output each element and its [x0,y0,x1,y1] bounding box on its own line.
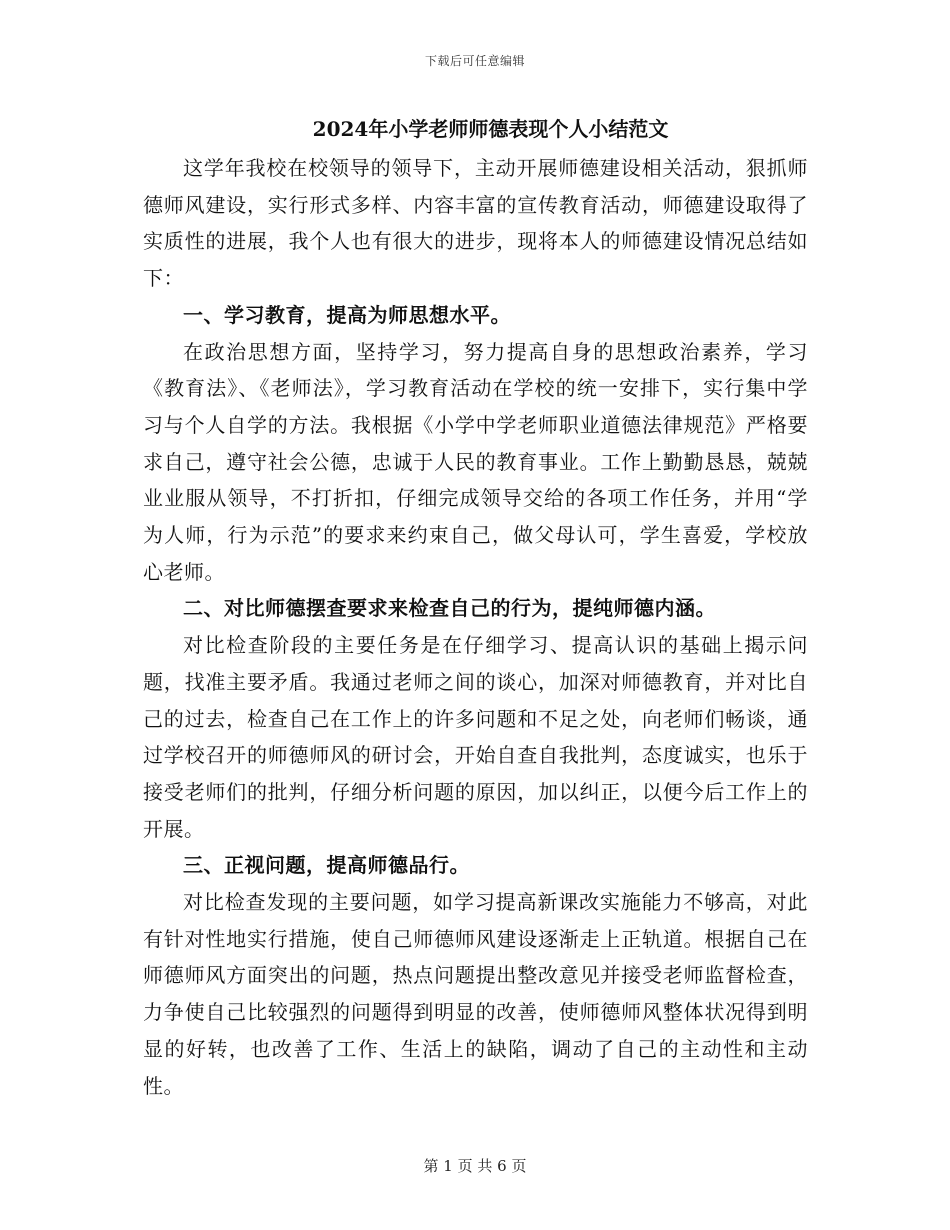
section-heading-1: 一、学习教育，提高为师思想水平。 [183,302,511,327]
document-body [143,112,808,1104]
page-number-footer: 第 1 页 共 6 页 [423,1157,527,1175]
document-title: 2024年小学老师师德表现个人小结范文 [312,117,669,141]
page-header: 下载后可任意编辑 [424,54,525,68]
section-heading-2: 二、对比师德摆查要求来检查自己的行为，提纯师德内涵。 [183,596,716,621]
paragraph-section-2: 对比检查阶段的主要任务是在仔细学习、提高认识的基础上揭示问题，找准主要矛盾。我通过老师之间的谈心，加深对师德教育，并对比自己的过去，检查自己在工作上的许多问题和不足之处，向老师们畅谈，通过学校召开的师德师风的研讨会，开始自查自我批判，态度诚实，也乐于接受老师们的批判，仔细分析问题的原因，加以纠正，以便今后工作上的开展。 [143,633,808,841]
section-heading-3: 三、正视问题，提高师德品行。 [183,853,470,878]
paragraph-intro: 这学年我校在校领导的领导下，主动开展师德建设相关活动，狠抓师德师风建设，实行形式多样、内容丰富的宣传教育活动，师德建设取得了实质性的进展，我个人也有很大的进步，现将本人的师德建设情况总结如下： [143,156,808,291]
paragraph-section-3: 对比检查发现的主要问题，如学习提高新课改实施能力不够高，对此有针对性地实行措施，使自己师德师风建设逐渐走上正轨道。根据自己在师德师风方面突出的问题，热点问题提出整改意见并接受老师监督检查，力争使自己比较强烈的问题得到明显的改善，使师德师风整体状况得到明显的好转，也改善了工作、生活上的缺陷，调动了自己的主动性和主动性。 [143,890,808,1098]
paragraph-section-1: 在政治思想方面，坚持学习，努力提高自身的思想政治素养，学习《教育法》、《老师法》，学习教育活动在学校的统一安排下，实行集中学习与个人自学的方法。我根据《小学中学老师职业道德法律规范》严格要求自己，遵守社会公德，忠诚于人民的教育事业。工作上勤勤恳恳，兢兢业业服从领导，不打折扣，仔细完成领导交给的各项工作任务，并用“学为人师，行为示范”的要求来约束自己，做父母认可，学生喜爱，学校放心老师。 [143,339,808,584]
